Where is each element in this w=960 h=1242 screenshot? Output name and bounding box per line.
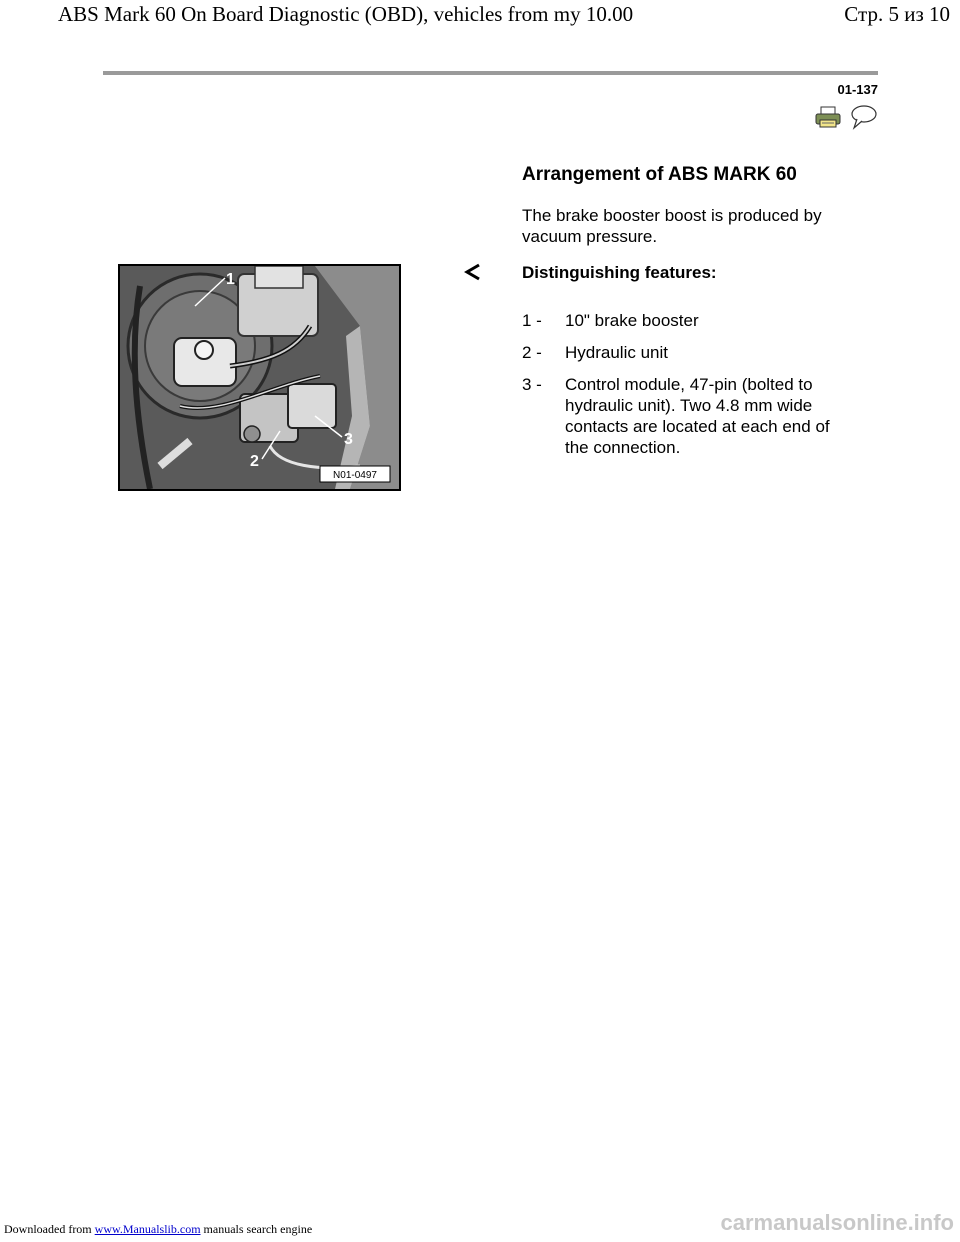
feature-text: 10" brake booster (565, 311, 699, 330)
callout-2: 2 (250, 453, 259, 470)
feature-number: 3 - (522, 375, 542, 394)
download-footer (4, 1222, 312, 1237)
watermark: carmanualsonline.info (720, 1210, 954, 1235)
feature-number: 1 - (522, 311, 542, 330)
document-code: 01-137 (837, 82, 878, 97)
section-title: Arrangement of ABS MARK 60 (522, 164, 797, 185)
intro-paragraph: The brake booster boost is produced by vacuum pressure. (522, 206, 822, 246)
engine-bay-photo (118, 264, 401, 491)
feature-text: Hydraulic unit (565, 343, 668, 362)
engine-bay-illustration (120, 266, 399, 489)
feature-number: 2 - (522, 343, 542, 362)
page-header (0, 0, 960, 30)
manualslib-link[interactable]: www.Manualslib.com (94, 1222, 201, 1236)
printer-icon[interactable] (815, 106, 841, 128)
header-title: ABS Mark 60 On Board Diagnostic (OBD), vehicles from my 10.00 (58, 2, 634, 26)
footer-suffix: manuals search engine (200, 1222, 313, 1236)
footer-prefix: Downloaded from (4, 1222, 95, 1236)
speech-bubble-icon[interactable] (848, 104, 878, 130)
feature-text: Control module, 47-pin (bolted to hydraulic unit). Two 4.8 mm wide contacts are located at each end of the connection. (565, 375, 830, 457)
features-heading: Distinguishing features: (522, 263, 717, 282)
figure-reference: N01-0497 (333, 470, 377, 481)
callout-1: 1 (226, 271, 235, 288)
header-page-number: Стр. 5 из 10 (844, 2, 950, 26)
arrow-left-icon (463, 262, 483, 282)
header-rule (103, 71, 878, 75)
callout-3: 3 (344, 431, 353, 448)
